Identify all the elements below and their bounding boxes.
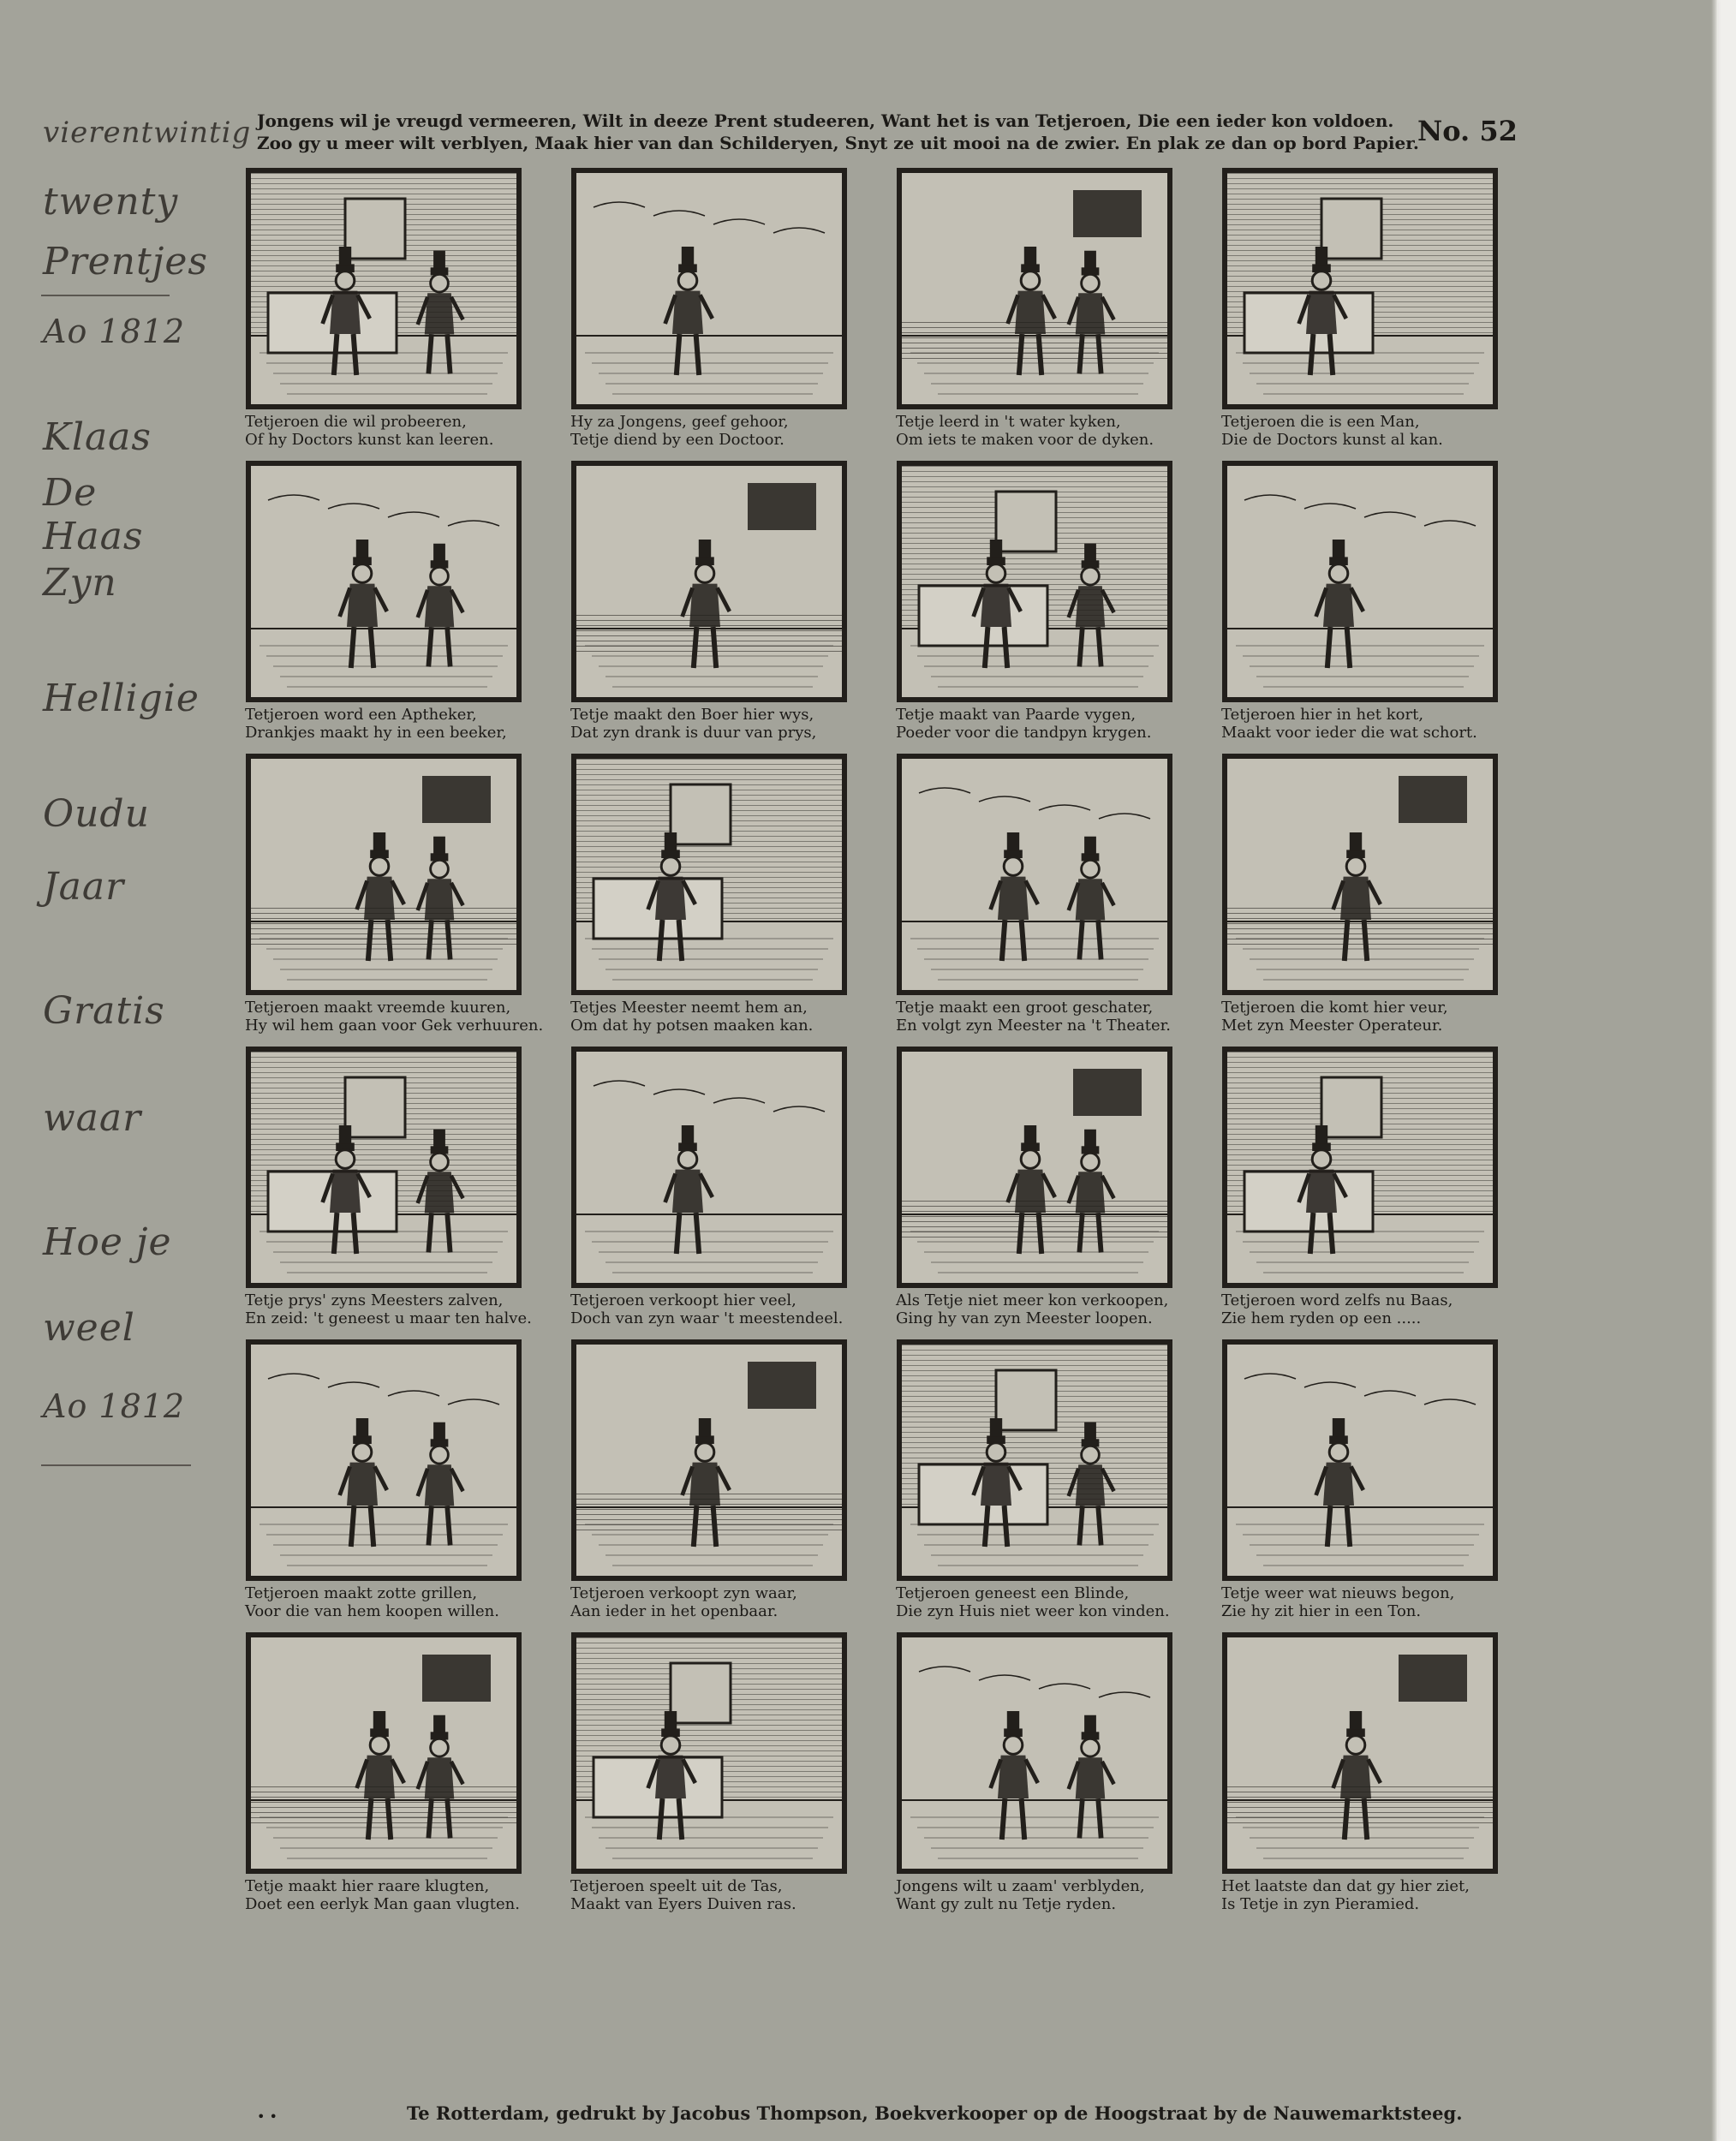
caption-line-1: Tetje maakt een groot geschater, — [896, 999, 1154, 1017]
margin-note: Klaas — [43, 415, 152, 459]
woodcut-panel — [892, 1339, 1188, 1632]
woodcut-panel — [892, 1632, 1188, 1925]
woodcut-illustration — [571, 1047, 847, 1288]
panel-caption — [1221, 1291, 1530, 1327]
caption-line-2: Poeder voor die tandpyn krygen. — [896, 724, 1152, 742]
caption-line-1: Tetjeroen verkoopt hier veel, — [570, 1291, 796, 1309]
caption-line-1: Als Tetje niet meer kon verkoopen, — [896, 1291, 1169, 1309]
woodcut-illustration — [897, 1047, 1172, 1288]
caption-line-1: Tetje leerd in 't water kyken, — [896, 413, 1121, 431]
caption-line-2: Tetje diend by een Doctoor. — [570, 431, 784, 449]
margin-note: Ao 1812 — [43, 313, 186, 350]
header-line-1: Jongens wil je vreugd vermeeren, Wilt in deeze Prent studeeren, Want het is van Tetjeroen, Die een ieder kon voldoen. — [257, 110, 1394, 131]
caption-line-2: Want gy zult nu Tetje ryden. — [896, 1895, 1117, 1913]
woodcut-panel — [242, 168, 537, 461]
caption-line-2: Zie hem ryden op een ..... — [1221, 1309, 1422, 1327]
panel-caption — [896, 999, 1204, 1035]
figure — [665, 247, 713, 375]
panel-caption — [1221, 706, 1530, 742]
caption-line-1: Tetje maakt den Boer hier wys, — [570, 706, 814, 724]
woodcut-illustration — [571, 754, 847, 995]
woodcut-illustration — [1222, 754, 1498, 995]
woodcut-illustration — [897, 1339, 1172, 1581]
figure — [340, 540, 387, 668]
caption-line-1: Tetje maakt hier raare klugten, — [245, 1877, 490, 1895]
caption-line-2: En zeid: 't geneest u maar ten halve. — [245, 1309, 532, 1327]
caption-line-1: Tetjeroen geneest een Blinde, — [896, 1584, 1130, 1602]
imprint-footer: Te Rotterdam, gedrukt by Jacobus Thompson, Boekverkooper op de Hoogstraat by de Nauwemarktsteeg. — [407, 2102, 1463, 2124]
caption-line-1: Tetjes Meester neemt hem an, — [570, 999, 808, 1017]
margin-note: weel — [43, 1306, 135, 1350]
caption-line-1: Tetje maakt van Paarde vygen, — [896, 706, 1136, 724]
caption-line-1: Tetjeroen maakt zotte grillen, — [245, 1584, 478, 1602]
caption-line-2: Zie hy zit hier in een Ton. — [1221, 1602, 1422, 1620]
panel-caption — [570, 413, 879, 449]
panel-caption — [570, 1291, 879, 1327]
panel-caption — [245, 999, 553, 1035]
woodcut-illustration — [1222, 1339, 1498, 1581]
woodcut-illustration — [571, 1339, 847, 1581]
caption-line-2: Met zyn Meester Operateur. — [1221, 1017, 1443, 1035]
caption-line-2: Maakt voor ieder die wat schort. — [1221, 724, 1477, 742]
panel-caption — [896, 706, 1204, 742]
woodcut-illustration — [246, 1047, 522, 1288]
woodcut-illustration — [1222, 168, 1498, 409]
woodcut-illustration — [246, 1339, 522, 1581]
woodcut-illustration — [246, 168, 522, 409]
caption-line-1: Hy za Jongens, geef gehoor, — [570, 413, 789, 431]
caption-line-2: Die de Doctors kunst al kan. — [1221, 431, 1443, 449]
caption-line-1: Tetjeroen word zelfs nu Baas, — [1221, 1291, 1453, 1309]
figure — [991, 832, 1038, 961]
woodcut-panel — [1218, 1047, 1513, 1339]
woodcut-panel-grid — [242, 168, 1513, 1925]
caption-line-2: Hy wil hem gaan voor Gek verhuuren. — [245, 1017, 544, 1035]
caption-line-1: Tetjeroen die is een Man, — [1221, 413, 1420, 431]
panel-caption — [570, 706, 879, 742]
woodcut-panel — [1218, 168, 1513, 461]
panel-caption — [245, 1291, 553, 1327]
panel-caption — [1221, 1877, 1530, 1913]
woodcut-illustration — [571, 168, 847, 409]
figure — [418, 544, 463, 667]
margin-note: Hoe je — [43, 1220, 172, 1264]
margin-rule — [41, 1464, 191, 1466]
caption-line-1: Tetjeroen word een Aptheker, — [245, 706, 477, 724]
woodcut-panel — [242, 754, 544, 1047]
woodcut-illustration — [897, 168, 1172, 409]
caption-line-2: Doch van zyn waar 't meestendeel. — [570, 1309, 844, 1327]
caption-line-2: Die zyn Huis niet weer kon vinden. — [896, 1602, 1170, 1620]
caption-line-2: Voor die van hem koopen willen. — [245, 1602, 499, 1620]
woodcut-panel — [242, 1047, 537, 1339]
woodcut-illustration — [897, 754, 1172, 995]
margin-note: Zyn — [43, 561, 117, 605]
woodcut-panel — [1218, 1339, 1513, 1632]
panel-caption — [1221, 999, 1530, 1035]
woodcut-illustration — [1222, 1047, 1498, 1288]
margin-note: Ao 1812 — [43, 1387, 186, 1425]
woodcut-panel — [567, 168, 862, 461]
caption-line-1: Het laatste dan dat gy hier ziet, — [1221, 1877, 1470, 1895]
caption-line-2: Ging hy van zyn Meester loopen. — [896, 1309, 1153, 1327]
woodcut-panel — [567, 461, 862, 754]
woodcut-panel — [242, 1339, 537, 1632]
caption-line-2: Aan ieder in het openbaar. — [570, 1602, 779, 1620]
margin-note: De Haas — [43, 471, 144, 558]
woodcut-panel — [892, 461, 1188, 754]
caption-line-2: Of hy Doctors kunst kan leeren. — [245, 431, 494, 449]
woodcut-illustration — [897, 1632, 1172, 1874]
margin-note: Oudu — [43, 792, 150, 836]
woodcut-illustration — [246, 1632, 522, 1874]
caption-line-2: Drankjes maakt hy in een beeker, — [245, 724, 507, 742]
caption-line-1: Tetjeroen maakt vreemde kuuren, — [245, 999, 511, 1017]
caption-line-2: Is Tetje in zyn Pieramied. — [1221, 1895, 1420, 1913]
margin-note: Helligie — [43, 677, 200, 720]
caption-line-2: Doet een eerlyk Man gaan vlugten. — [245, 1895, 520, 1913]
woodcut-panel — [567, 754, 862, 1047]
woodcut-panel — [892, 754, 1188, 1047]
woodcut-illustration — [897, 461, 1172, 702]
caption-line-1: Tetje weer wat nieuws begon, — [1221, 1584, 1455, 1602]
woodcut-panel — [567, 1047, 862, 1339]
panel-caption — [245, 1877, 553, 1913]
header-verse — [257, 110, 1516, 154]
panel-caption — [245, 706, 553, 742]
figure — [991, 1711, 1038, 1840]
caption-line-1: Tetjeroen die komt hier veur, — [1221, 999, 1448, 1017]
panel-caption — [896, 413, 1204, 449]
caption-line-1: Tetje prys' zyns Meesters zalven, — [245, 1291, 504, 1309]
panel-caption — [1221, 413, 1530, 449]
panel-caption — [570, 1584, 879, 1620]
caption-line-1: Tetjeroen hier in het kort, — [1221, 706, 1424, 724]
panel-caption — [245, 1584, 553, 1620]
figure — [1316, 1418, 1363, 1547]
caption-line-1: Tetjeroen verkoopt zyn waar, — [570, 1584, 797, 1602]
figure — [340, 1418, 387, 1547]
panel-caption — [570, 999, 879, 1035]
caption-line-2: Maakt van Eyers Duiven ras. — [570, 1895, 796, 1913]
woodcut-panel — [242, 1632, 537, 1925]
margin-rule — [41, 295, 170, 296]
caption-line-2: Om dat hy potsen maaken kan. — [570, 1017, 814, 1035]
woodcut-panel — [567, 1339, 862, 1632]
figure — [1316, 540, 1363, 668]
footer-ornament: • • — [257, 2108, 277, 2125]
woodcut-panel — [242, 461, 537, 754]
panel-caption — [896, 1877, 1204, 1913]
margin-note: vierentwintig — [43, 116, 252, 150]
margin-note: Gratis — [43, 989, 165, 1033]
panel-caption — [896, 1291, 1204, 1327]
woodcut-illustration — [571, 461, 847, 702]
woodcut-panel — [892, 1047, 1188, 1339]
figure — [665, 1125, 713, 1254]
panel-caption — [245, 413, 553, 449]
figure — [1069, 1715, 1114, 1839]
woodcut-panel — [1218, 754, 1513, 1047]
caption-line-2: Om iets te maken voor de dyken. — [896, 431, 1154, 449]
panel-caption — [1221, 1584, 1530, 1620]
margin-note: waar — [43, 1096, 142, 1140]
woodcut-panel — [567, 1632, 862, 1925]
figure — [1069, 837, 1114, 960]
caption-line-1: Tetjeroen speelt uit de Tas, — [570, 1877, 783, 1895]
panel-caption — [896, 1584, 1204, 1620]
margin-note: twenty — [43, 180, 179, 224]
caption-line-2: Dat zyn drank is duur van prys, — [570, 724, 817, 742]
woodcut-illustration — [1222, 461, 1498, 702]
woodcut-illustration — [246, 461, 522, 702]
margin-note: Prentjes — [43, 240, 208, 283]
figure — [418, 1422, 463, 1546]
caption-line-2: En volgt zyn Meester na 't Theater. — [896, 1017, 1172, 1035]
woodcut-illustration — [571, 1632, 847, 1874]
woodcut-panel — [1218, 1632, 1513, 1925]
woodcut-panel — [892, 168, 1188, 461]
woodcut-illustration — [1222, 1632, 1498, 1874]
caption-line-1: Jongens wilt u zaam' verblyden, — [896, 1877, 1145, 1895]
caption-line-1: Tetjeroen die wil probeeren, — [245, 413, 467, 431]
panel-caption — [570, 1877, 879, 1913]
header-line-2: Zoo gy u meer wilt verblyen, Maak hier van dan Schilderyen, Snyt ze uit mooi na de zwier. En plak ze dan op bord Papier. — [257, 133, 1419, 153]
print-number: No. 52 — [1417, 115, 1518, 147]
woodcut-illustration — [246, 754, 522, 995]
margin-note: Jaar — [43, 865, 125, 909]
woodcut-panel — [1218, 461, 1513, 754]
